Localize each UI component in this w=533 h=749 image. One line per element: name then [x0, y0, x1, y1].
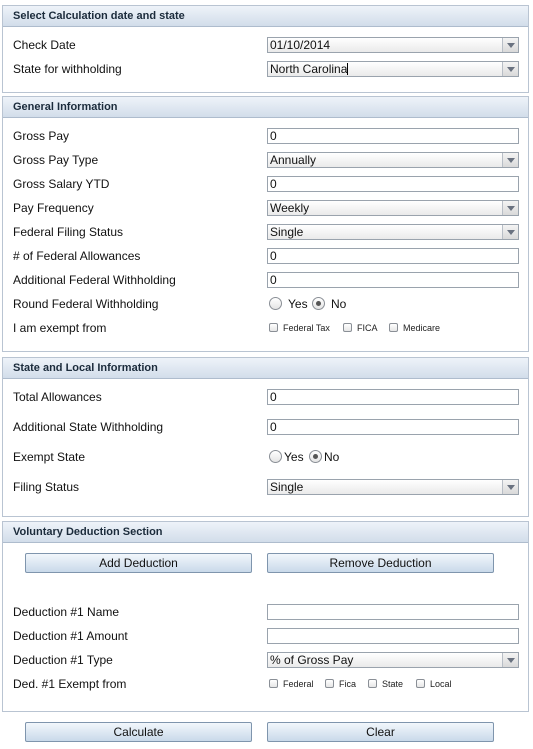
ded1-type-label: Deduction #1 Type	[13, 653, 113, 667]
exempt-federal-tax-label: Federal Tax	[283, 323, 330, 333]
calc-date-panel	[2, 5, 529, 93]
gross-salary-ytd-input[interactable]: 0	[267, 176, 519, 192]
remove-deduction-button[interactable]: Remove Deduction	[267, 553, 494, 573]
round-federal-no-label: No	[331, 297, 347, 311]
ded1-exempt-fica-label: Fica	[339, 679, 357, 689]
exempt-fica-checkbox[interactable]	[343, 323, 352, 332]
ded1-amount-label: Deduction #1 Amount	[13, 629, 128, 643]
clear-button[interactable]: Clear	[267, 722, 494, 742]
additional-state-label: Additional State Withholding	[13, 420, 164, 434]
federal-filing-status-select[interactable]	[267, 224, 519, 240]
pay-frequency-label: Pay Frequency	[13, 201, 94, 215]
state-value: North Carolina	[270, 62, 348, 76]
calculate-button[interactable]: Calculate	[25, 722, 252, 742]
pay-frequency-select[interactable]	[267, 200, 519, 216]
total-allowances-input[interactable]: 0	[267, 389, 519, 405]
exempt-label: I am exempt from	[13, 321, 107, 335]
federal-allowances-input[interactable]: 0	[267, 248, 519, 264]
pay-frequency-value: Weekly	[270, 201, 310, 215]
round-federal-label: Round Federal Withholding	[13, 297, 159, 311]
voluntary-deduction-panel	[2, 521, 529, 712]
exempt-medicare-label: Medicare	[403, 323, 441, 333]
ded1-exempt-label: Ded. #1 Exempt from	[13, 677, 127, 691]
exempt-state-yes-radio[interactable]	[269, 450, 282, 463]
exempt-medicare-checkbox[interactable]	[389, 323, 398, 332]
chevron-down-icon	[502, 62, 518, 76]
ded1-amount-input[interactable]	[267, 628, 519, 644]
additional-federal-input[interactable]: 0	[267, 272, 519, 288]
exempt-state-no-radio[interactable]	[309, 450, 322, 463]
state-local-panel	[2, 357, 529, 517]
chevron-down-icon	[502, 653, 518, 667]
ded1-name-label: Deduction #1 Name	[13, 605, 120, 619]
ded1-exempt-local-checkbox[interactable]	[416, 679, 425, 688]
text-cursor	[347, 63, 348, 75]
chevron-down-icon	[502, 480, 518, 494]
round-federal-yes-label: Yes	[288, 297, 308, 311]
gross-pay-type-label: Gross Pay Type	[13, 153, 99, 167]
check-date-value: 01/10/2014	[270, 38, 331, 52]
state-local-header: State and Local Information	[3, 358, 528, 379]
gross-pay-type-value: Annually	[270, 153, 317, 167]
federal-filing-status-label: Federal Filing Status	[13, 225, 124, 239]
general-info-header: General Information	[3, 97, 528, 118]
filing-status-label: Filing Status	[13, 480, 80, 494]
round-federal-no-radio[interactable]	[312, 297, 325, 310]
federal-filing-status-value: Single	[270, 225, 304, 239]
gross-pay-type-select[interactable]	[267, 152, 519, 168]
round-federal-yes-radio[interactable]	[269, 297, 282, 310]
ded1-name-input[interactable]	[267, 604, 519, 620]
chevron-down-icon	[502, 38, 518, 52]
additional-state-input[interactable]: 0	[267, 419, 519, 435]
chevron-down-icon	[502, 201, 518, 215]
exempt-state-no-label: No	[324, 450, 340, 464]
ded1-exempt-fica-checkbox[interactable]	[325, 679, 334, 688]
gross-pay-input[interactable]: 0	[267, 128, 519, 144]
additional-federal-label: Additional Federal Withholding	[13, 273, 176, 287]
voluntary-deduction-header: Voluntary Deduction Section	[3, 522, 528, 543]
chevron-down-icon	[502, 153, 518, 167]
filing-status-select[interactable]	[267, 479, 519, 495]
general-info-panel	[2, 96, 529, 352]
exempt-fica-label: FICA	[357, 323, 378, 333]
chevron-down-icon	[502, 225, 518, 239]
ded1-exempt-state-label: State	[382, 679, 404, 689]
state-label: State for withholding	[13, 62, 122, 76]
federal-allowances-label: # of Federal Allowances	[13, 249, 141, 263]
ded1-exempt-federal-checkbox[interactable]	[269, 679, 278, 688]
total-allowances-label: Total Allowances	[13, 390, 102, 404]
exempt-federal-tax-checkbox[interactable]	[269, 323, 278, 332]
state-select[interactable]	[267, 61, 519, 77]
gross-pay-label: Gross Pay	[13, 129, 70, 143]
exempt-state-label: Exempt State	[13, 450, 86, 464]
calc-date-header: Select Calculation date and state	[3, 6, 528, 27]
check-date-label: Check Date	[13, 38, 76, 52]
ded1-exempt-federal-label: Federal	[283, 679, 314, 689]
check-date-select[interactable]	[267, 37, 519, 53]
gross-salary-ytd-label: Gross Salary YTD	[13, 177, 110, 191]
add-deduction-button[interactable]: Add Deduction	[25, 553, 252, 573]
exempt-state-yes-label: Yes	[284, 450, 304, 464]
ded1-exempt-local-label: Local	[430, 679, 452, 689]
ded1-exempt-state-checkbox[interactable]	[368, 679, 377, 688]
ded1-type-select[interactable]	[267, 652, 519, 668]
filing-status-value: Single	[270, 480, 304, 494]
ded1-type-value: % of Gross Pay	[270, 653, 354, 667]
